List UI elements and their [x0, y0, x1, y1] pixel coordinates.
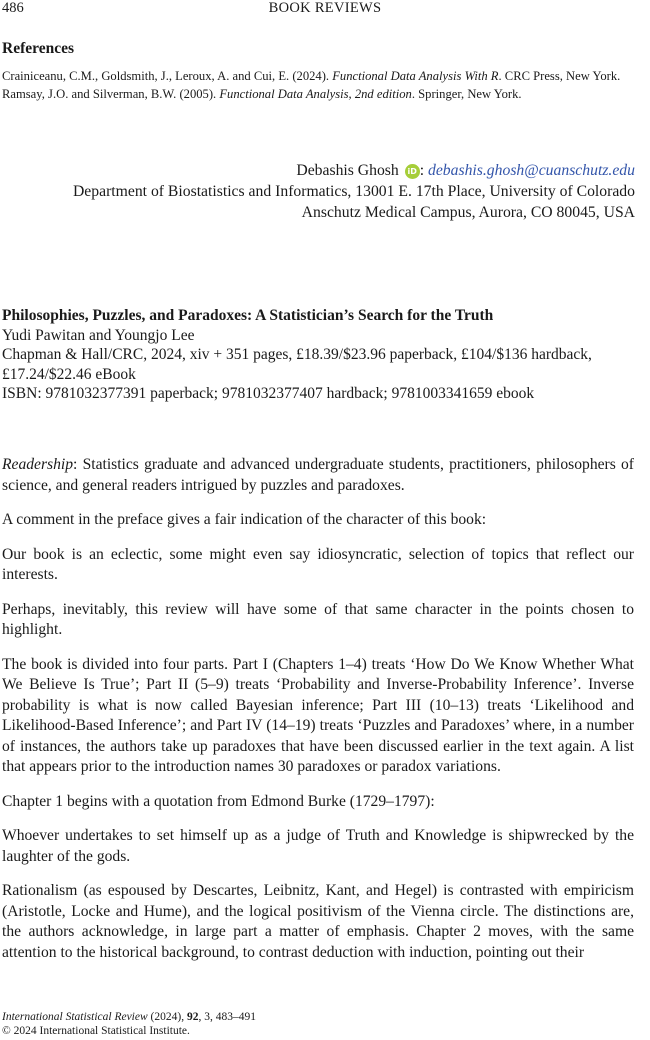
page-footer [2, 1010, 256, 1038]
body-paragraph: Chapter 1 begins with a quotation from Edmond Burke (1729–1797): [2, 792, 435, 810]
review-body [2, 455, 634, 977]
references-list [2, 68, 634, 104]
volume-number: 92 [186, 1011, 199, 1023]
reference-title: Functional Data Analysis, 2nd edition [219, 87, 412, 101]
reference-publisher: . Springer, New York. [411, 87, 522, 101]
reference-item [2, 68, 634, 84]
body-paragraph: Perhaps, inevitably, this review will have some of that same character in the points chosen to highlight. [2, 600, 634, 638]
issue-pages: , 3, 483–491 [198, 1011, 256, 1023]
copyright-notice: © 2024 International Statistical Institute. [2, 1025, 190, 1037]
citation-year: (2024), [147, 1011, 187, 1023]
references-heading: References [2, 40, 75, 57]
reviewer-email-link[interactable]: debashis.ghosh@cuanschutz.edu [427, 162, 635, 179]
reference-item [2, 86, 634, 102]
body-paragraph: Rationalism (as espoused by Descartes, Leibnitz, Kant, and Hegel) is contrasted with empiricism (Aristotle, Locke and Hume), and the logical positivism of the Vienna circle. The distinctions are, the authors acknowledge, in large part a matter of emphasis. Chapter 2 moves, with the same attention to the historical background, to contrast deduction with induction, pointing out their [2, 882, 634, 961]
journal-name: International Statistical Review [2, 1011, 148, 1023]
affiliation-line: Department of Biostatistics and Informatics, 13001 E. 17th Place, University of Colorado [72, 183, 635, 200]
running-title: BOOK REVIEWS [268, 0, 382, 16]
reviewer-signature [15, 160, 635, 223]
page-number: 486 [2, 0, 24, 16]
readership-label: Readership [2, 456, 74, 473]
reference-title: Functional Data Analysis With R [332, 69, 499, 83]
page-header [0, 0, 650, 20]
book-publication: Chapman & Hall/CRC, 2024, xiv + 351 pages, £18.39/$23.96 paperback, £104/$136 hardback, £17.24/$22.46 eBook [2, 346, 592, 383]
body-paragraph: The book is divided into four parts. Part I (Chapters 1–4) treats ‘How Do We Know Whether What We Believe Is True’; Part II (5–9) treats ‘Probability and Inverse-Probability Inference’. Inverse probability is what is now called Bayesian inference; Part III (10–13) treats ‘Likelihood and Likelihood-Based Inference’; and Part IV (14–19) treats ‘Puzzles and Paradoxes’ where, in a number of instances, the authors take up paradoxes that have been discussed earlier in the text again. A list that appears prior to the introduction names 30 paradoxes or paradox variations. [2, 655, 634, 775]
reference-publisher: . CRC Press, New York. [498, 69, 621, 83]
journal-citation [2, 1010, 256, 1024]
readership-paragraph [2, 455, 634, 496]
reference-authors: Crainiceanu, C.M., Goldsmith, J., Leroux, A. and Cui, E. (2024). [2, 69, 330, 83]
orcid-icon[interactable]: iD [405, 164, 420, 179]
body-paragraph: A comment in the preface gives a fair indication of the character of this book: [2, 511, 487, 528]
reference-authors: Ramsay, J.O. and Silverman, B.W. (2005). [2, 87, 217, 101]
quote-paragraph: Whoever undertakes to set himself up as a judge of Truth and Knowledge is shipwrecked by the laughter of the gods. [2, 827, 634, 865]
quote-paragraph: Our book is an eclectic, some might even say idiosyncratic, selection of topics that reflect our interests. [2, 545, 634, 583]
signature-separator: : [419, 162, 425, 179]
book-title: Philosophies, Puzzles, and Paradoxes: A Statistician’s Search for the Truth [2, 307, 494, 324]
book-details [2, 306, 634, 404]
affiliation-line: Anschutz Medical Campus, Aurora, CO 80045, USA [301, 204, 635, 221]
book-isbn: ISBN: 9781032377391 paperback; 9781032377407 hardback; 9781003341659 ebook [2, 385, 535, 402]
book-authors: Yudi Pawitan and Youngjo Lee [2, 326, 195, 344]
readership-text: : Statistics graduate and advanced undergraduate students, practitioners, philosophers of science, and general readers intrigued by puzzles and paradoxes. [2, 456, 634, 494]
reviewer-name: Debashis Ghosh [296, 162, 399, 179]
